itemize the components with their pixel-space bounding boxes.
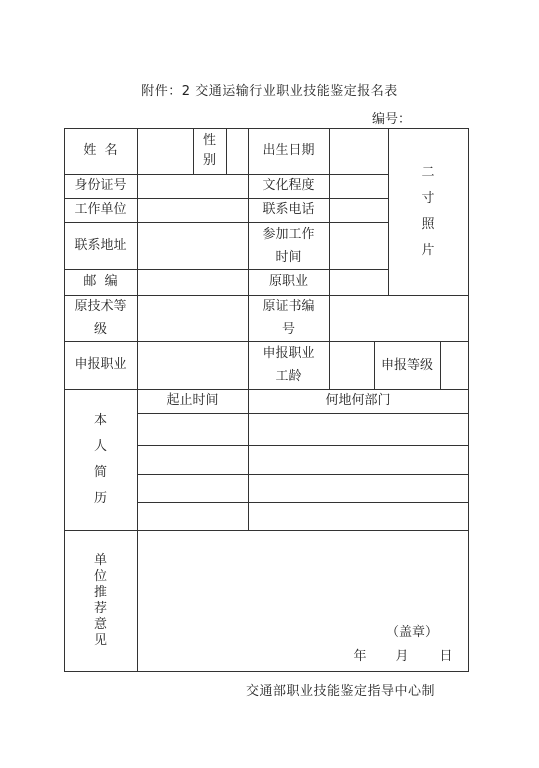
label-postcode — [64, 269, 137, 295]
row-line — [137, 502, 469, 503]
col-line — [329, 128, 330, 389]
number-label: 编号： — [372, 112, 412, 127]
form-title: 附件：2 交通运输行业职业技能鉴定报名表 — [141, 84, 398, 99]
table-border-bottom — [64, 671, 469, 672]
label-address: 联系地址 — [74, 237, 127, 253]
label-recommend — [64, 530, 137, 671]
label-apply-job: 申报职业 — [74, 357, 127, 372]
photo-box — [388, 128, 468, 295]
label-work-start — [248, 222, 329, 269]
date-day: 日 — [439, 649, 453, 664]
label-name — [64, 128, 137, 174]
label-apply-years-text: 申报职业工龄 — [262, 346, 315, 384]
date-month: 月 — [395, 649, 409, 664]
label-original-job: 原职业 — [268, 274, 308, 289]
seal-label: （盖章） — [385, 625, 438, 640]
label-resume-place: 何地何部门 — [325, 393, 391, 408]
label-apply-level — [374, 341, 440, 389]
label-cert-number — [248, 295, 329, 341]
label-phone: 联系电话 — [262, 202, 315, 217]
label-apply-level-text: 申报等级 — [381, 357, 434, 373]
photo-label: 二 寸 照 片 — [421, 164, 435, 258]
label-resume-text: 本人简历 — [93, 412, 107, 506]
label-birth-date: 出生日期 — [262, 143, 315, 158]
label-name-text: 姓 名 — [83, 143, 118, 158]
table-border-right — [468, 128, 469, 671]
row-line — [137, 445, 469, 446]
col-line — [440, 341, 441, 389]
label-gender — [193, 128, 226, 174]
label-id-number: 身份证号 — [74, 178, 127, 193]
label-recommend-text: 单位推荐意见 — [93, 552, 107, 648]
label-gender-text: 性 别 — [202, 133, 216, 168]
date-year: 年 — [353, 649, 367, 664]
col-line — [226, 128, 227, 174]
label-resume-start-end: 起止时间 — [166, 393, 219, 408]
label-work-start-text: 参加工作时间 — [262, 226, 315, 265]
label-resume — [64, 389, 137, 530]
label-postcode-text: 邮 编 — [83, 274, 118, 289]
footer-issuer: 交通部职业技能鉴定指导中心制 — [246, 684, 436, 699]
row-line — [137, 474, 469, 475]
label-work-unit: 工作单位 — [74, 202, 127, 217]
label-apply-years — [248, 341, 329, 389]
label-cert-number-text: 原证书编号 — [262, 299, 315, 337]
label-education: 文化程度 — [262, 178, 315, 193]
row-line — [137, 413, 469, 414]
label-original-level-text: 原技术等级 — [74, 299, 127, 337]
label-original-level — [64, 295, 137, 341]
